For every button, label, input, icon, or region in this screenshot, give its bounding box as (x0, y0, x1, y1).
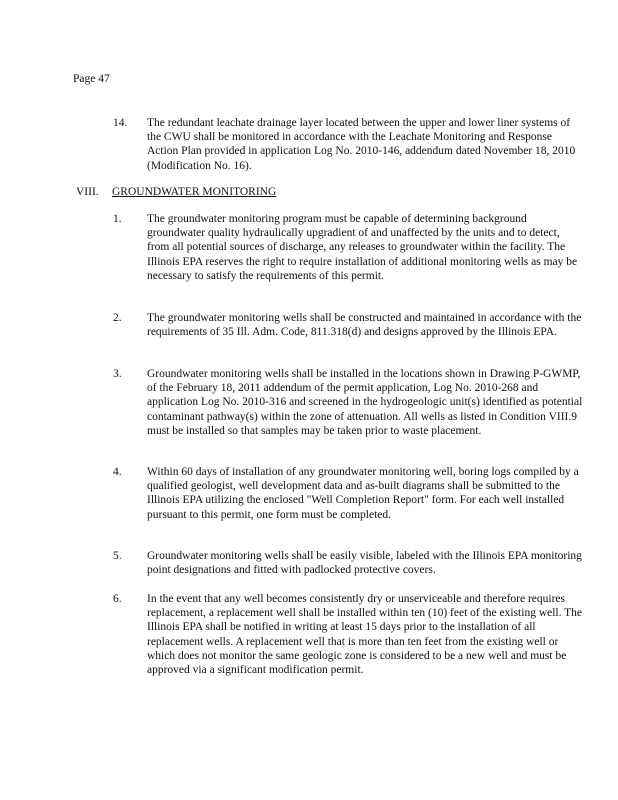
condition-item-14 (113, 116, 583, 173)
item-text: The groundwater monitoring program must be capable of determining background groundwater quality hydraulically upgradient of and unaffected by the units and to detect, from all potential sources of discharge, any releases to groundwater within the facility. The Illinois EPA reserves the right to require installation of additional monitoring wells as may be necessary to satisfy the requirements of this permit. (147, 213, 578, 282)
item-number: 4. (113, 466, 122, 478)
condition-item-6 (113, 592, 583, 677)
condition-item-3 (113, 367, 583, 438)
condition-item-2 (113, 311, 583, 339)
condition-item-1 (113, 212, 583, 283)
item-text: The redundant leachate drainage layer located between the upper and lower liner systems of the CWU shall be monitored in accordance with the Leachate Monitoring and Response Action Plan provided in application Log No. 2010-146, addendum dated November 18, 2010 (Modification No. 16). (147, 117, 576, 172)
item-text: Groundwater monitoring wells shall be easily visible, labeled with the Illinois EPA monitoring point designations and fitted with padlocked protective covers. (147, 550, 582, 577)
item-text: Groundwater monitoring wells shall be installed in the locations shown in Drawing P-GWMP, of the February 18, 2011 addendum of the permit application, Log No. 2010-268 and application Log No. 2010-316 and screened in the hydrogeologic unit(s) identified as potential contaminant pathway(s) within the zone of attenuation. All wells as listed in Condition VIII.9 must be installed so that samples may be taken prior to waste placement. (147, 368, 583, 437)
condition-item-5 (113, 549, 583, 577)
item-number: 14. (113, 117, 128, 129)
item-number: 6. (113, 593, 122, 605)
item-number: 5. (113, 550, 122, 562)
item-text: Within 60 days of installation of any groundwater monitoring well, boring logs compiled by a qualified geologist, well development data and as-built diagrams shall be submitted to the Illinois EPA utilizing the enclosed "Well Completion Report" form. For each well installed pursuant to this permit, one form must be completed. (147, 466, 579, 521)
item-text: In the event that any well becomes consistently dry or unserviceable and therefore requires replacement, a replacement well shall be installed within ten (10) feet of the existing well. The Illinois EPA shall be notified in writing at least 15 days prior to the installation of all replacement wells. A replacement well that is more than ten feet from the existing well or which does not monitor the same geologic zone is considered to be a new well and must be approved via a significant modification permit. (147, 593, 583, 677)
item-number: 1. (113, 213, 122, 225)
section-heading (76, 186, 276, 198)
item-number: 3. (113, 368, 122, 380)
item-text: The groundwater monitoring wells shall be constructed and maintained in accordance with the requirements of 35 Ill. Adm. Code, 811.318(d) and designs approved by the Illinois EPA. (147, 312, 582, 339)
item-number: 2. (113, 312, 122, 324)
section-title: GROUNDWATER MONITORING (112, 186, 277, 198)
page-number: Page 47 (73, 73, 110, 85)
condition-item-4 (113, 465, 583, 522)
section-numeral: VIII. (76, 186, 99, 198)
